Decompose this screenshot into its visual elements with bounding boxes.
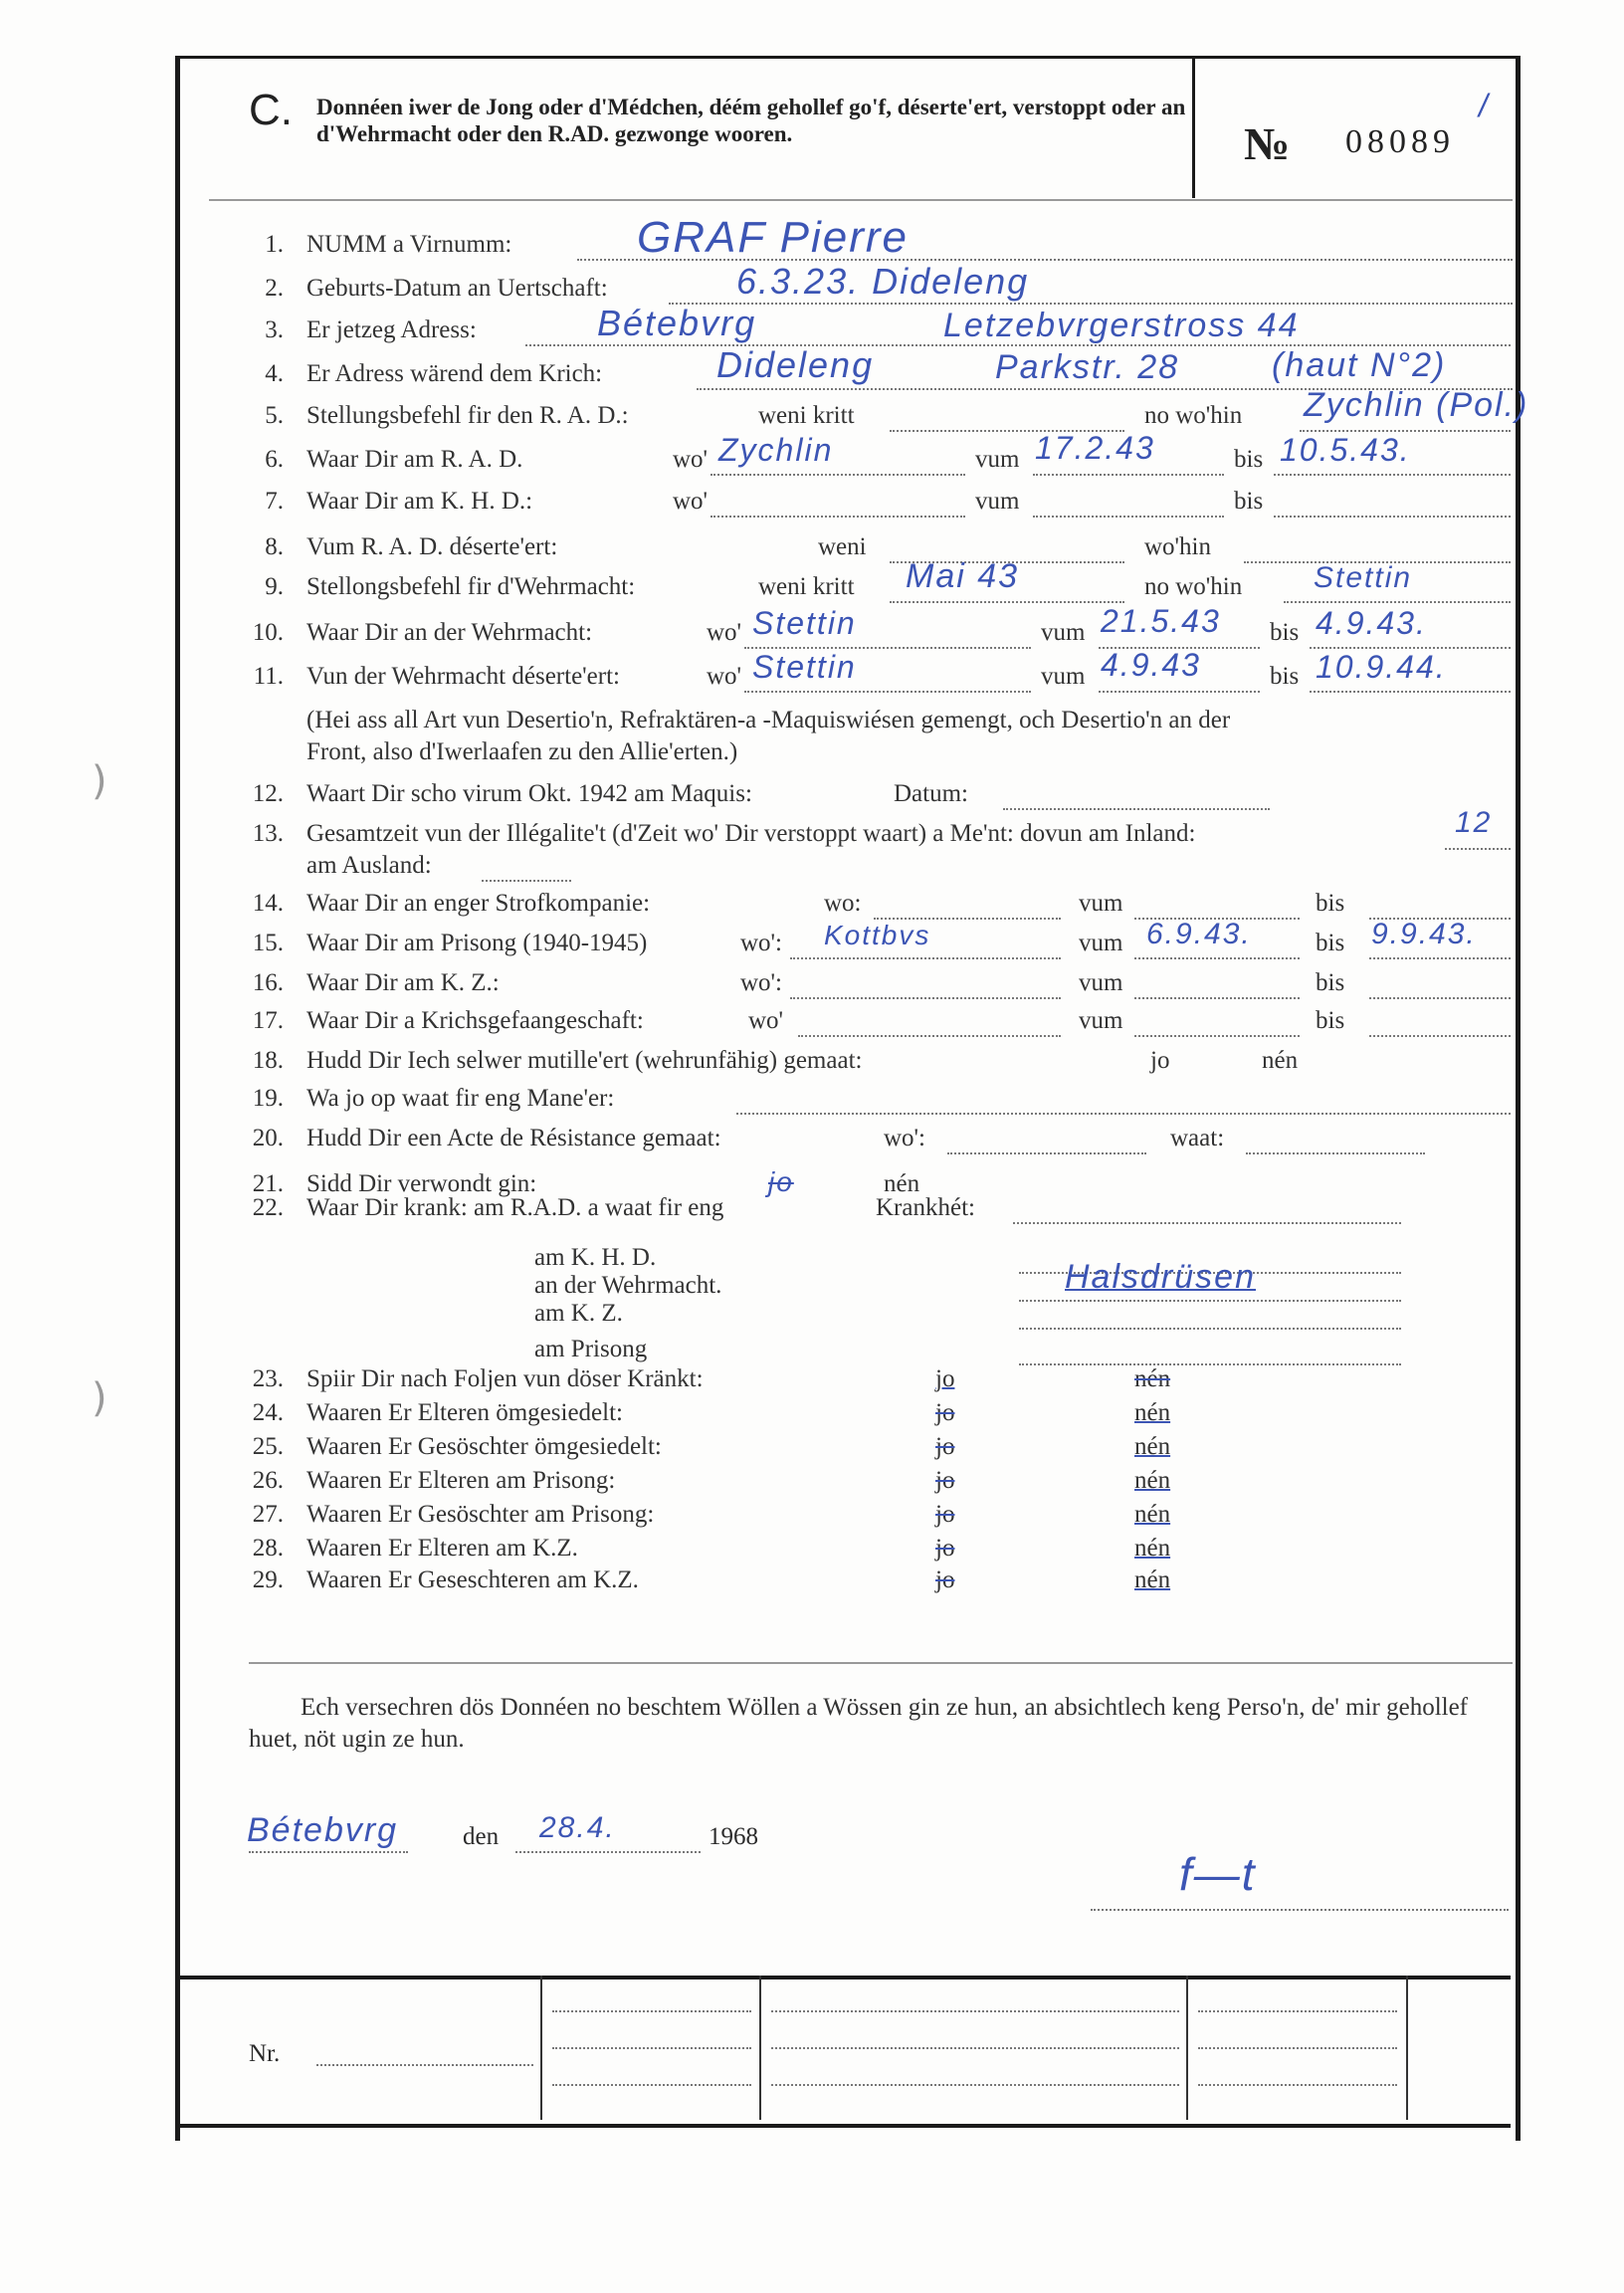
row-number: 20. — [252, 1125, 284, 1151]
nen-option[interactable]: nén — [1134, 1467, 1171, 1494]
table-line — [1198, 2047, 1397, 2049]
nen-option[interactable]: nén — [1262, 1047, 1299, 1074]
row-number: 28. — [252, 1535, 284, 1562]
row-label: Hudd Dir een Acte de Résistance gemaat: — [306, 1125, 721, 1151]
fill-line[interactable] — [1003, 808, 1270, 810]
section-letter: C. — [249, 86, 293, 134]
waat-label: waat: — [1170, 1125, 1225, 1151]
row-label: Hudd Dir Iech selwer mutille'ert (wehrunfähig) gemaat: — [306, 1047, 863, 1074]
vum-label: vum — [1041, 663, 1086, 690]
bis-label: bis — [1234, 488, 1264, 515]
office-use-table — [175, 1976, 1511, 2128]
row-label: an der Wehrmacht. — [534, 1272, 722, 1299]
fill-line[interactable] — [736, 1113, 1511, 1115]
wo-label: wo': — [740, 969, 783, 996]
fill-line[interactable] — [744, 691, 1031, 693]
nr-label: Nr. — [249, 2040, 281, 2067]
place-handwritten: Bétebvrg — [247, 1811, 399, 1849]
number-annotation: / — [1479, 88, 1490, 123]
row-label: Waar Dir am Prisong (1940-1945) — [306, 930, 648, 956]
table-divider — [1406, 1976, 1408, 2120]
number-sign: № — [1244, 118, 1291, 169]
no-wohin-label: no wo'hin — [1144, 402, 1243, 429]
fill-line[interactable] — [1274, 474, 1511, 476]
prison-place-handwritten: Kottbvs — [824, 920, 931, 950]
fill-line[interactable] — [1369, 1035, 1511, 1037]
place-handwritten: Zychlin — [718, 432, 834, 468]
street-handwritten: Letzebvrgerstross 44 — [943, 307, 1300, 344]
vum-label: vum — [975, 488, 1020, 515]
date-line — [515, 1851, 701, 1853]
wo-label: wo': — [884, 1125, 926, 1151]
row-number: 2. — [265, 275, 284, 302]
row-label: Stellongsbefehl fir d'Wehrmacht: — [306, 573, 636, 600]
row-label: Er jetzeg Adress: — [306, 316, 477, 343]
vum-label: vum — [1079, 890, 1123, 917]
row-number: 16. — [252, 969, 284, 996]
jo-option[interactable]: jo — [935, 1399, 955, 1426]
fill-line[interactable] — [1019, 1300, 1401, 1302]
punch-hole-mark: ) — [92, 758, 107, 804]
rad-place-handwritten: Zychlin (Pol.) — [1304, 386, 1529, 424]
fill-line[interactable] — [1134, 1035, 1300, 1037]
row-label: Stellungsbefehl fir den R. A. D.: — [306, 402, 629, 429]
fill-line[interactable] — [1019, 1328, 1401, 1330]
fill-line[interactable] — [1134, 997, 1300, 999]
form-title: Donnéen iwer de Jong oder d'Médchen, déém gehollef go'f, déserte'ert, verstoppt oder an d'Wehrmacht oder den R.AD. gezwonge wooren. — [316, 95, 1186, 146]
birth-handwritten: 6.3.23. Dideleng — [736, 261, 1030, 302]
wo-label: wo: — [824, 890, 862, 917]
row-label: Waart Dir scho virum Okt. 1942 am Maquis: — [306, 780, 752, 807]
row-number: 1. — [265, 231, 284, 258]
row-number: 18. — [252, 1047, 284, 1074]
place-handwritten: Stettin — [752, 605, 857, 641]
header-divider — [1192, 56, 1195, 198]
table-line — [552, 2047, 751, 2049]
wo-label: wo' — [748, 1007, 784, 1034]
declaration-text: Ech versechren dös Donnéen no beschtem Wöllen a Wössen gin ze hun, an absichtlech keng Perso'n, de' mir gehollef huet, nöt ugin ze hun. — [249, 1694, 1469, 1753]
fill-line[interactable] — [790, 957, 1061, 959]
signature: f—t — [1179, 1848, 1257, 1900]
jo-option[interactable]: jo — [935, 1535, 955, 1562]
fill-line[interactable] — [790, 997, 1061, 999]
bis-label: bis — [1316, 969, 1345, 996]
row-number: 15. — [252, 930, 284, 956]
year-label: 1968 — [709, 1823, 758, 1850]
fill-line[interactable] — [710, 516, 965, 518]
table-line — [552, 2010, 751, 2012]
row-label: Waar Dir am K. Z.: — [306, 969, 500, 996]
from-date-handwritten: 21.5.43 — [1101, 603, 1221, 639]
row-label: Waar Dir an der Wehrmacht: — [306, 619, 593, 646]
weni-kritt-label: weni kritt — [758, 573, 855, 600]
section-rule — [249, 1662, 1513, 1664]
from-date-handwritten: 4.9.43 — [1101, 647, 1201, 683]
prison-to-handwritten: 9.9.43. — [1371, 918, 1477, 950]
fill-line[interactable] — [1019, 1363, 1401, 1365]
row-number: 4. — [265, 360, 284, 387]
nen-option[interactable]: nén — [1134, 1566, 1171, 1593]
row-label: Vum R. A. D. déserte'ert: — [306, 533, 558, 560]
fill-line[interactable] — [1099, 691, 1260, 693]
row-label: Er Adress wärend dem Krich: — [306, 360, 603, 387]
nen-option[interactable]: nén — [1134, 1365, 1171, 1392]
fill-line[interactable] — [1033, 474, 1224, 476]
bis-label: bis — [1270, 619, 1300, 646]
bis-label: bis — [1316, 1007, 1345, 1034]
row-number: 17. — [252, 1007, 284, 1034]
table-divider — [1186, 1976, 1188, 2120]
table-line — [771, 2010, 1179, 2012]
row-label: Waar Dir am R. A. D. — [306, 446, 523, 473]
row-label: am K. H. D. — [534, 1244, 657, 1271]
row-number: 23. — [252, 1365, 284, 1392]
nen-option[interactable]: nén — [1134, 1535, 1171, 1562]
to-date-handwritten: 10.9.44. — [1316, 649, 1447, 685]
table-line — [771, 2084, 1179, 2086]
to-date-handwritten: 4.9.43. — [1316, 605, 1427, 641]
row-number: 7. — [265, 488, 284, 515]
row-label: Waar Dir krank: am R.A.D. a waat fir eng — [306, 1194, 724, 1221]
table-divider — [759, 1976, 761, 2120]
table-divider — [540, 1976, 542, 2120]
bis-label: bis — [1316, 890, 1345, 917]
form-number: 08089 — [1345, 123, 1455, 160]
row-number: 5. — [265, 402, 284, 429]
row-number: 22. — [252, 1194, 284, 1221]
fill-line[interactable] — [798, 1035, 1061, 1037]
name-handwritten: GRAF Pierre — [637, 213, 910, 262]
row-number: 8. — [265, 533, 284, 560]
fill-line[interactable] — [1310, 691, 1511, 693]
row-label: Gesamtzeit vun der Illégalite't (d'Zeit wo' Dir verstoppt waart) a Me'nt: dovun am Inland: — [306, 820, 1196, 847]
wo-label: wo' — [673, 446, 709, 473]
nr-line — [316, 2064, 533, 2066]
jo-option[interactable]: jo — [1150, 1047, 1170, 1074]
fill-line[interactable] — [890, 601, 1124, 603]
fill-line[interactable] — [1013, 1222, 1401, 1224]
row-label: Waaren Er Gesöschter am Prisong: — [306, 1501, 655, 1528]
row-number: 13. — [252, 820, 284, 847]
inland-handwritten: 12 — [1455, 806, 1493, 839]
vum-label: vum — [975, 446, 1020, 473]
prison-from-handwritten: 6.9.43. — [1146, 918, 1252, 950]
row-label: Wa jo op waat fir eng Mane'er: — [306, 1085, 615, 1112]
jo-option[interactable]: jo — [935, 1467, 955, 1494]
row-label: Sidd Dir verwondt gin: — [306, 1170, 537, 1197]
row-number: 19. — [252, 1085, 284, 1112]
row-label: Waaren Er Gesöschter ömgesiedelt: — [306, 1433, 662, 1460]
jo-option[interactable]: jo — [935, 1365, 955, 1392]
place-line — [249, 1851, 408, 1853]
bis-label: bis — [1270, 663, 1300, 690]
fill-line[interactable] — [1246, 1152, 1425, 1154]
vum-label: vum — [1079, 1007, 1123, 1034]
nen-option[interactable]: nén — [1134, 1433, 1171, 1460]
row-label: Waar Dir a Krichsgefaangeschaft: — [306, 1007, 644, 1034]
jo-option[interactable]: jo — [768, 1166, 794, 1197]
wo-label: wo' — [673, 488, 709, 515]
war-street-handwritten: Parkstr. 28 — [995, 348, 1180, 386]
row-label: am Ausland: — [306, 852, 432, 879]
table-line — [1198, 2084, 1397, 2086]
vum-label: vum — [1079, 930, 1123, 956]
punch-hole-mark: ) — [92, 1375, 107, 1421]
jo-option[interactable]: jo — [935, 1433, 955, 1460]
table-line — [771, 2047, 1179, 2049]
row-label: (Hei ass all Art vun Desertio'n, Refraktären-a -Maquiswiésen gemengt, och Desertio'n an der — [306, 707, 1231, 733]
row-label: Waaren Er Elteren am Prisong: — [306, 1467, 616, 1494]
no-wohin-label: no wo'hin — [1144, 573, 1243, 600]
den-label: den — [463, 1823, 500, 1850]
nen-option[interactable]: nén — [1134, 1399, 1171, 1426]
row-number: 12. — [252, 780, 284, 807]
fill-line[interactable] — [1134, 957, 1300, 959]
row-label: NUMM a Virnumm: — [306, 231, 512, 258]
wo-label: wo': — [740, 930, 783, 956]
row-label: Waar Dir am K. H. D.: — [306, 488, 533, 515]
fill-line[interactable] — [482, 880, 571, 882]
krankhet-label: Krankhét: — [876, 1194, 975, 1221]
row-label: Waaren Er Elteren ömgesiedelt: — [306, 1399, 623, 1426]
wo-label: wo' — [707, 663, 742, 690]
nen-option[interactable]: nén — [1134, 1501, 1171, 1528]
row-label: Waaren Er Geseschteren am K.Z. — [306, 1566, 639, 1593]
bis-label: bis — [1234, 446, 1264, 473]
row-number: 9. — [265, 573, 284, 600]
row-label: Front, also d'Iwerlaafen zu den Allie'erten.) — [306, 738, 738, 765]
war-note-handwritten: (haut N°2) — [1272, 346, 1447, 384]
address-handwritten: Bétebvrg — [597, 303, 757, 343]
row-number: 14. — [252, 890, 284, 917]
datum-label: Datum: — [894, 780, 968, 807]
illness-handwritten: Halsdrüsen — [1065, 1258, 1256, 1296]
row-label: Spiir Dir nach Foljen vun döser Kränkt: — [306, 1365, 704, 1392]
place-handwritten: Stettin — [752, 649, 857, 685]
wohin-label: wo'hin — [1144, 533, 1212, 560]
table-line — [552, 2084, 751, 2086]
row-number: 6. — [265, 446, 284, 473]
table-line — [1198, 2010, 1397, 2012]
row-number: 25. — [252, 1433, 284, 1460]
vum-label: vum — [1041, 619, 1086, 646]
war-address-handwritten: Dideleng — [716, 344, 875, 385]
fill-line[interactable] — [1033, 516, 1224, 518]
fill-line[interactable] — [1274, 516, 1511, 518]
row-label: Waaren Er Elteren am K.Z. — [306, 1535, 578, 1562]
date-handwritten: 28.4. — [539, 1811, 616, 1844]
row-number: 3. — [265, 316, 284, 343]
nen-option[interactable]: nén — [884, 1170, 920, 1197]
row-label: am Prisong — [534, 1336, 648, 1362]
wo-label: wo' — [707, 619, 742, 646]
fill-line[interactable] — [710, 474, 965, 476]
row-number: 26. — [252, 1467, 284, 1494]
vum-label: vum — [1079, 969, 1123, 996]
row-number: 24. — [252, 1399, 284, 1426]
row-label: Vun der Wehrmacht déserte'ert: — [306, 663, 620, 690]
jo-option[interactable]: jo — [935, 1501, 955, 1528]
row-label: Waar Dir an enger Strofkompanie: — [306, 890, 651, 917]
row-number: 29. — [252, 1566, 284, 1593]
row-number: 27. — [252, 1501, 284, 1528]
fill-line[interactable] — [947, 1152, 1146, 1154]
fill-line[interactable] — [1284, 601, 1511, 603]
bis-label: bis — [1316, 930, 1345, 956]
row-number: 11. — [253, 663, 284, 690]
fill-line[interactable] — [1369, 957, 1511, 959]
weni-label: weni — [818, 533, 867, 560]
fill-line[interactable] — [669, 303, 1513, 305]
from-date-handwritten: 17.2.43 — [1035, 430, 1155, 466]
row-number: 21. — [252, 1170, 284, 1197]
weni-kritt-label: weni kritt — [758, 402, 855, 429]
row-label: Geburts-Datum an Uertschaft: — [306, 275, 608, 302]
jo-option[interactable]: jo — [935, 1566, 955, 1593]
fill-line[interactable] — [1369, 997, 1511, 999]
row-number: 10. — [252, 619, 284, 646]
header-rule — [209, 199, 1513, 201]
wehrmacht-place-handwritten: Stettin — [1314, 561, 1413, 594]
fill-line[interactable] — [1445, 848, 1511, 850]
row-label: am K. Z. — [534, 1300, 623, 1327]
signature-line — [1091, 1909, 1509, 1911]
to-date-handwritten: 10.5.43. — [1280, 432, 1411, 468]
wehrmacht-date-handwritten: Mai 43 — [906, 557, 1020, 595]
